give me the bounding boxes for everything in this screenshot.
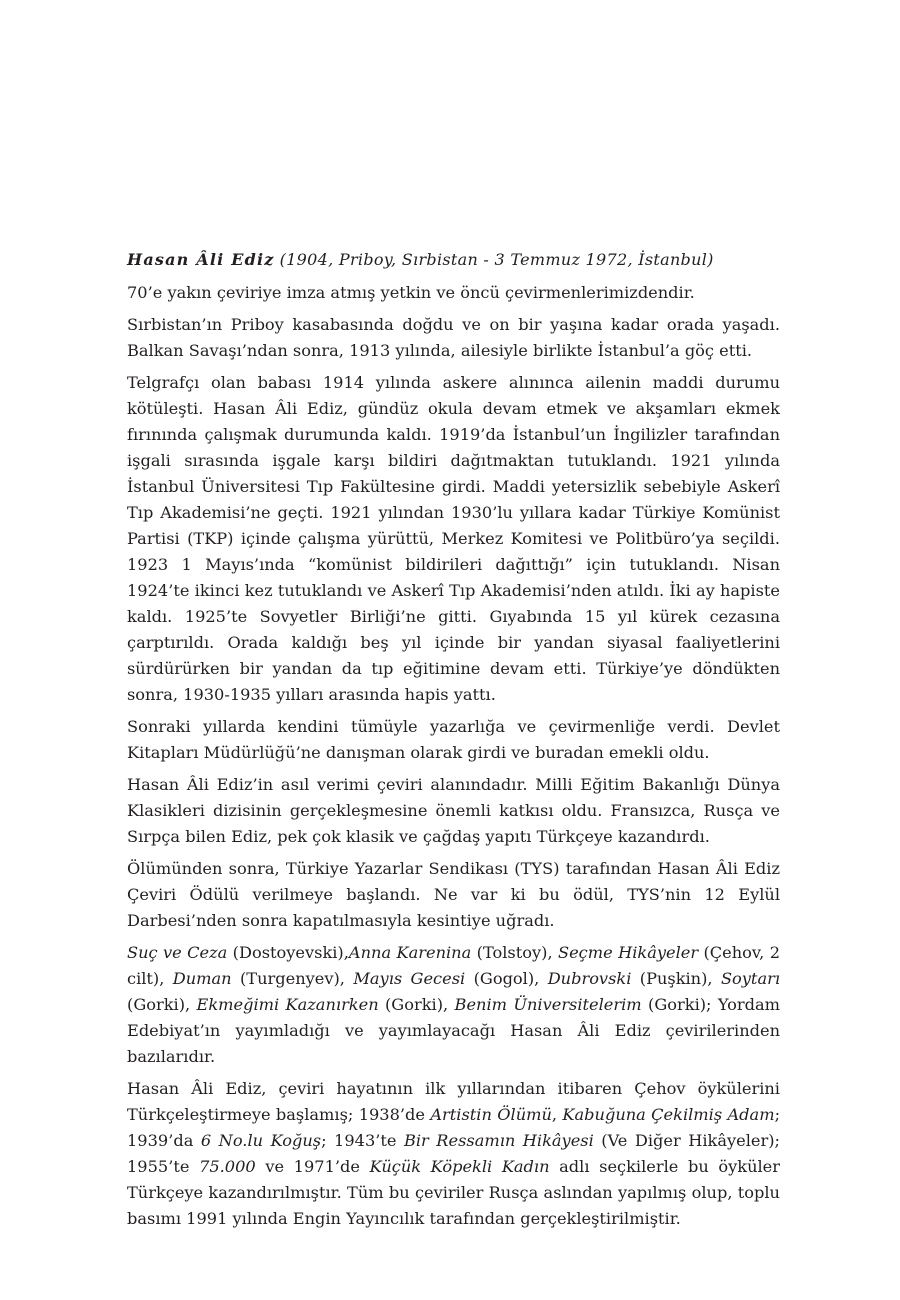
text-run: (Gorki), bbox=[378, 995, 455, 1014]
book-title: Bir Ressamın Hikâyesi bbox=[403, 1131, 594, 1150]
text-run: 70’e yakın çeviriye imza atmış yetkin ve öncü çevirmenlerimizdendir. bbox=[127, 283, 695, 302]
text-run: Hasan Âli Ediz’in asıl verimi çeviri alanındadır. Milli Eğitim Bakanlığı Dünya Klasikleri dizisinin gerçekleşmesine önemli katkısı oldu. Fransızca, Rusça ve Sırpça bilen Ediz, pek çok klasik ve çağdaş yapıtı Türkçeye kazandırdı. bbox=[127, 775, 780, 846]
author-name: Hasan Âli Ediz bbox=[127, 250, 275, 269]
text-run: (Dostoyevski), bbox=[227, 943, 349, 962]
paragraph bbox=[127, 370, 780, 708]
biography-text bbox=[127, 280, 780, 1232]
biography-heading bbox=[127, 246, 780, 274]
text-run: ; 1939’da bbox=[127, 1105, 781, 1150]
book-title: Benim Üniversitelerim bbox=[454, 995, 642, 1014]
book-title: Duman bbox=[172, 969, 232, 988]
text-run: adlı seçkilerle bu öyküler Türkçeye kazandırılmıştır. Tüm bu çeviriler Rusça aslından yapılmış olup, toplu basımı 1991 yılında Engin Yayıncılık tarafından gerçekleştirilmiştir. bbox=[127, 1157, 780, 1228]
book-title: 75.000 bbox=[199, 1157, 256, 1176]
text-run: Telgrafçı olan babası 1914 yılında askere alınınca ailenin maddi durumu kötüleşti. Hasan Âli Ediz, gündüz okula devam etmek ve akşamları ekmek fırınında çalışmak durumunda kaldı. 1919’da İstanbul’un İngilizler tarafından işgali sırasında işgale karşı bildiri dağıtmaktan tutuklandı. 1921 yılında İstanbul Üniversitesi Tıp Fakültesine girdi. Maddi yetersizlik sebebiyle Askerî Tıp Akademisi’ne geçti. 1921 yılından 1930’lu yıllara kadar Türkiye Komünist Partisi (TKP) içinde çalışma yürüttü, Merkez Komitesi ve Politbüro’ya seçildi. 1923 1 Mayıs’ında “komünist bildirileri dağıttığı” için tutuklandı. Nisan 1924’te ikinci kez tutuklandı ve Askerî Tıp Akademisi’nden atıldı. İki ay hapiste kaldı. 1925’te Sovyetler Birliği’ne gitti. Gıyabında 15 yıl kürek cezasına çarptırıldı. Orada kaldığı beş yıl içinde bir yandan siyasal faaliyetlerini sürdürürken bir yandan da tıp eğitimine devam etti. Türkiye’ye döndükten sonra, 1930-1935 yılları arasında hapis yattı. bbox=[127, 373, 780, 704]
text-run: Sonraki yıllarda kendini tümüyle yazarlığa ve çevirmenliğe verdi. Devlet Kitapları Müdürlüğü’ne danışman olarak girdi ve buradan emekli oldu. bbox=[127, 717, 780, 762]
text-run: (Tolstoy), bbox=[471, 943, 559, 962]
author-dates-places: (1904, Priboy, Sırbistan - 3 Temmuz 1972, İstanbul) bbox=[279, 250, 714, 269]
book-title: Dubrovski bbox=[547, 969, 632, 988]
book-title: Ekmeğimi Kazanırken bbox=[196, 995, 379, 1014]
text-run: ve 1971’de bbox=[255, 1157, 370, 1176]
text-run: (Ve Diğer Hikâyeler); 1955’te bbox=[127, 1131, 780, 1176]
text-run: Sırbistan’ın Priboy kasabasında doğdu ve on bir yaşına kadar orada yaşadı. Balkan Savaşı’ndan sonra, 1913 yılında, ailesiyle birlikte İstanbul’a göç etti. bbox=[127, 315, 780, 360]
text-run: ; 1943’te bbox=[321, 1131, 404, 1150]
book-title: Seçme Hikâyeler bbox=[558, 943, 699, 962]
text-run: (Puşkin), bbox=[631, 969, 721, 988]
paragraph bbox=[127, 714, 780, 766]
paragraph bbox=[127, 1076, 780, 1232]
book-title: Soytarı bbox=[720, 969, 781, 988]
text-run: (Gorki), bbox=[127, 995, 197, 1014]
book-title: Suç ve Ceza bbox=[127, 943, 228, 962]
paragraph bbox=[127, 312, 780, 364]
page-body bbox=[127, 246, 780, 1238]
text-run: (Gogol), bbox=[465, 969, 548, 988]
book-title: Küçük Köpekli Kadın bbox=[369, 1157, 550, 1176]
paragraph bbox=[127, 772, 780, 850]
text-run: Hasan Âli Ediz, çeviri hayatının ilk yıllarından itibaren Çehov öykülerini Türkçeleştirmeye başlamış; 1938’de bbox=[127, 1079, 780, 1124]
text-run: , bbox=[551, 1105, 563, 1124]
book-title: 6 No.lu Koğuş bbox=[200, 1131, 322, 1150]
book-title: Kabuğuna Çekilmiş Adam bbox=[562, 1105, 775, 1124]
text-run: Ölümünden sonra, Türkiye Yazarlar Sendikası (TYS) tarafından Hasan Âli Ediz Çeviri Ödülü verilmeye başlandı. Ne var ki bu ödül, TYS’nin 12 Eylül Darbesi’nden sonra kapatılmasıyla kesintiye uğradı. bbox=[127, 859, 780, 930]
text-run: (Turgenyev), bbox=[231, 969, 354, 988]
book-title: Anna Karenina bbox=[348, 943, 472, 962]
paragraph bbox=[127, 940, 780, 1070]
paragraph bbox=[127, 280, 780, 306]
paragraph bbox=[127, 856, 780, 934]
text-run: (Çehov, 2 cilt), bbox=[127, 943, 780, 988]
book-title: Mayıs Gecesi bbox=[353, 969, 466, 988]
text-run: (Gorki); Yordam Edebiyat’ın yayımladığı ve yayımlayacağı Hasan Âli Ediz çevirilerinden bazılarıdır. bbox=[127, 995, 781, 1066]
book-title: Artistin Ölümü bbox=[430, 1105, 552, 1124]
